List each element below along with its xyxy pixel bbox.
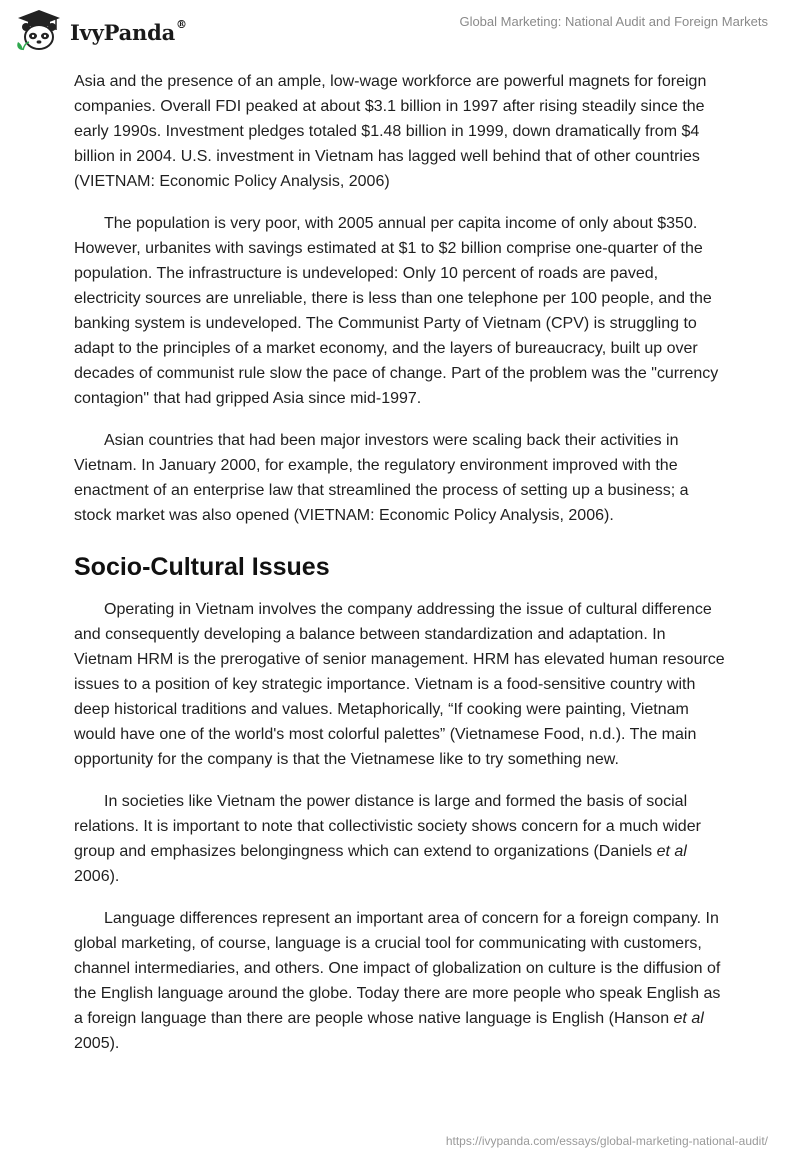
page-header [0,0,800,60]
logo-wordmark [70,17,187,45]
essay-content [74,69,726,1073]
logo-name: IvyPanda [70,19,176,45]
source-url-link[interactable]: https://ivypanda.com/essays/global-marketing-national-audit/ [445,1134,768,1148]
paragraph-3: Asian countries that had been major investors were scaling back their activities in Vietnam. In January 2000, for example, the regulatory environment improved with the enactment of an enterprise law that streamlined the process of setting up a business; a stock market was also opened (VIETNAM: Economic Policy Analysis, 2006). [74,432,689,524]
registered-mark: ® [176,17,187,31]
section-paragraph-3-text: Language differences represent an important area of concern for a foreign company. In global marketing, of course, language is a crucial tool for communicating with customers, channel intermediaries, and others. One impact of globalization on culture is the diffusion of the English language around the globe. Today there are more people who speak English as a foreign language than there are people whose native language is English (Hanson [74,910,721,1027]
citation-et-al: et al [656,843,687,860]
section-paragraph-3 [74,906,726,1056]
panda-graduate-icon [14,8,64,52]
section-heading: Socio-Cultural Issues [74,553,330,581]
paragraph-2: The population is very poor, with 2005 annual per capita income of only about $350. However, urbanites with savings estimated at $1 to $2 billion comprise one-quarter of the population. The infrastructure is undeveloped: Only 10 percent of roads are paved, electricity sources are unreliable, there is less than one telephone per 100 people, and the banking system is undeveloped. The Communist Party of Vietnam (CPV) is struggling to adapt to the principles of a market economy, and the layers of bureaucracy, built up over decades of communist rule slow the pace of change. Part of the problem was the "currency contagion" that had gripped Asia since mid-1997. [74,215,719,407]
section-paragraph-2 [74,789,726,889]
citation-et-al: et al [673,1010,704,1027]
section-paragraph-3-end: 2005). [74,1035,120,1052]
section-paragraph-2-end: 2006). [74,868,120,885]
section-paragraph-2-text: In societies like Vietnam the power distance is large and formed the basis of social relations. It is important to note that collectivistic society shows concern for a much wider group and emphasizes belongingness which can extend to organizations (Daniels [74,793,701,860]
document-title: Global Marketing: National Audit and Foreign Markets [459,14,768,29]
section-paragraph-1: Operating in Vietnam involves the company addressing the issue of cultural difference and consequently developing a balance between standardization and adaptation. In Vietnam HRM is the prerogative of senior management. HRM has elevated human resource issues to a position of key strategic importance. Vietnam is a food-sensitive country with deep historical traditions and values. Metaphorically, “If cooking were painting, Vietnam would have one of the world's most colorful palettes” (Vietnamese Food, n.d.). The main opportunity for the company is that the Vietnamese like to try something new. [74,601,725,768]
ivypanda-logo[interactable] [14,8,187,52]
paragraph-1: Asia and the presence of an ample, low-wage workforce are powerful magnets for foreign companies. Overall FDI peaked at about $3.1 billion in 1997 after rising steadily since the early 1990s. Investment pledges totaled $1.48 billion in 1999, down dramatically from $4 billion in 2004. U.S. investment in Vietnam has lagged well behind that of other countries (VIETNAM: Economic Policy Analysis, 2006) [74,73,707,190]
